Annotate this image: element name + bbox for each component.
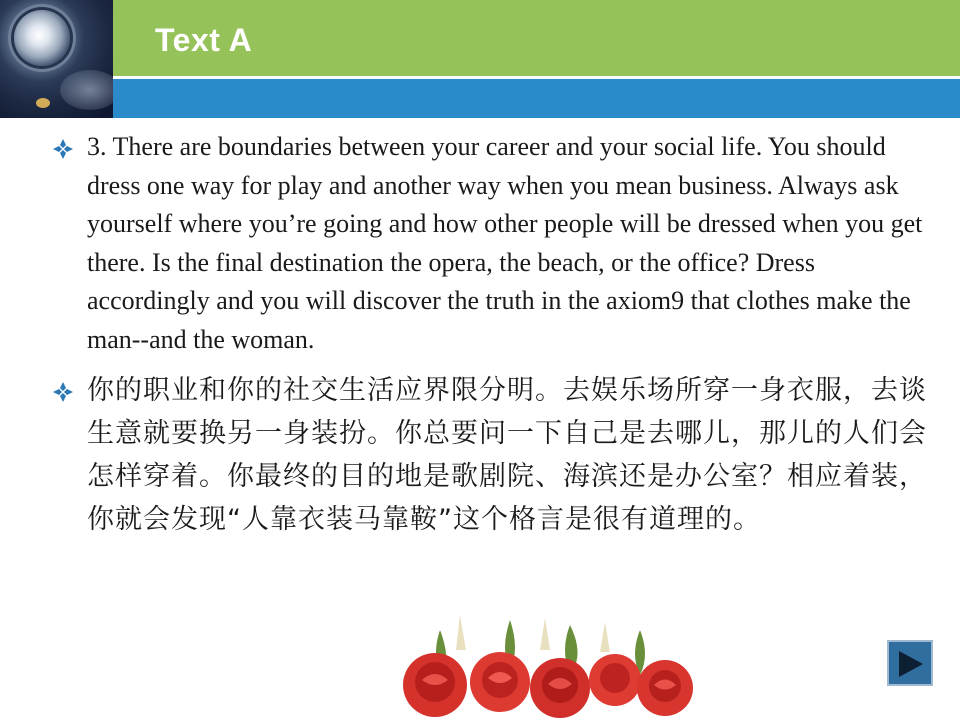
list-item-english <box>52 128 932 359</box>
diamond-bullet-icon <box>52 138 74 160</box>
play-triangle-icon <box>897 649 925 679</box>
slide-title: Text A <box>155 22 253 58</box>
roses-decoration <box>400 610 700 720</box>
title-divider <box>113 76 960 78</box>
english-paragraph: 3. There are boundaries between your career and your social life. You should dress one way for play and another way when you mean business. Always ask yourself where you’re going and how other people will be dressed when you get there. Is the final destination the opera, the beach, or the office? Dress accordingly and you will discover the truth in the axiom9 that clothes make the man--and the woman. <box>87 132 923 354</box>
slide-content <box>52 128 932 541</box>
car-headlight-image <box>0 0 113 118</box>
next-slide-button[interactable] <box>887 640 933 686</box>
slide-header <box>0 0 960 118</box>
list-item-chinese <box>52 369 932 541</box>
accent-band <box>113 79 960 118</box>
chinese-paragraph: 你的职业和你的社交生活应界限分明。去娱乐场所穿一身衣服，去谈生意就要换另一身装扮。你总要问一下自己是去哪儿，那儿的人们会怎样穿着。你最终的目的地是歌剧院、海滨还是办公室？相应着装，你就会发现“人靠衣装马靠鞍”这个格言是很有道理的。 <box>87 375 927 535</box>
diamond-bullet-icon <box>52 381 74 403</box>
